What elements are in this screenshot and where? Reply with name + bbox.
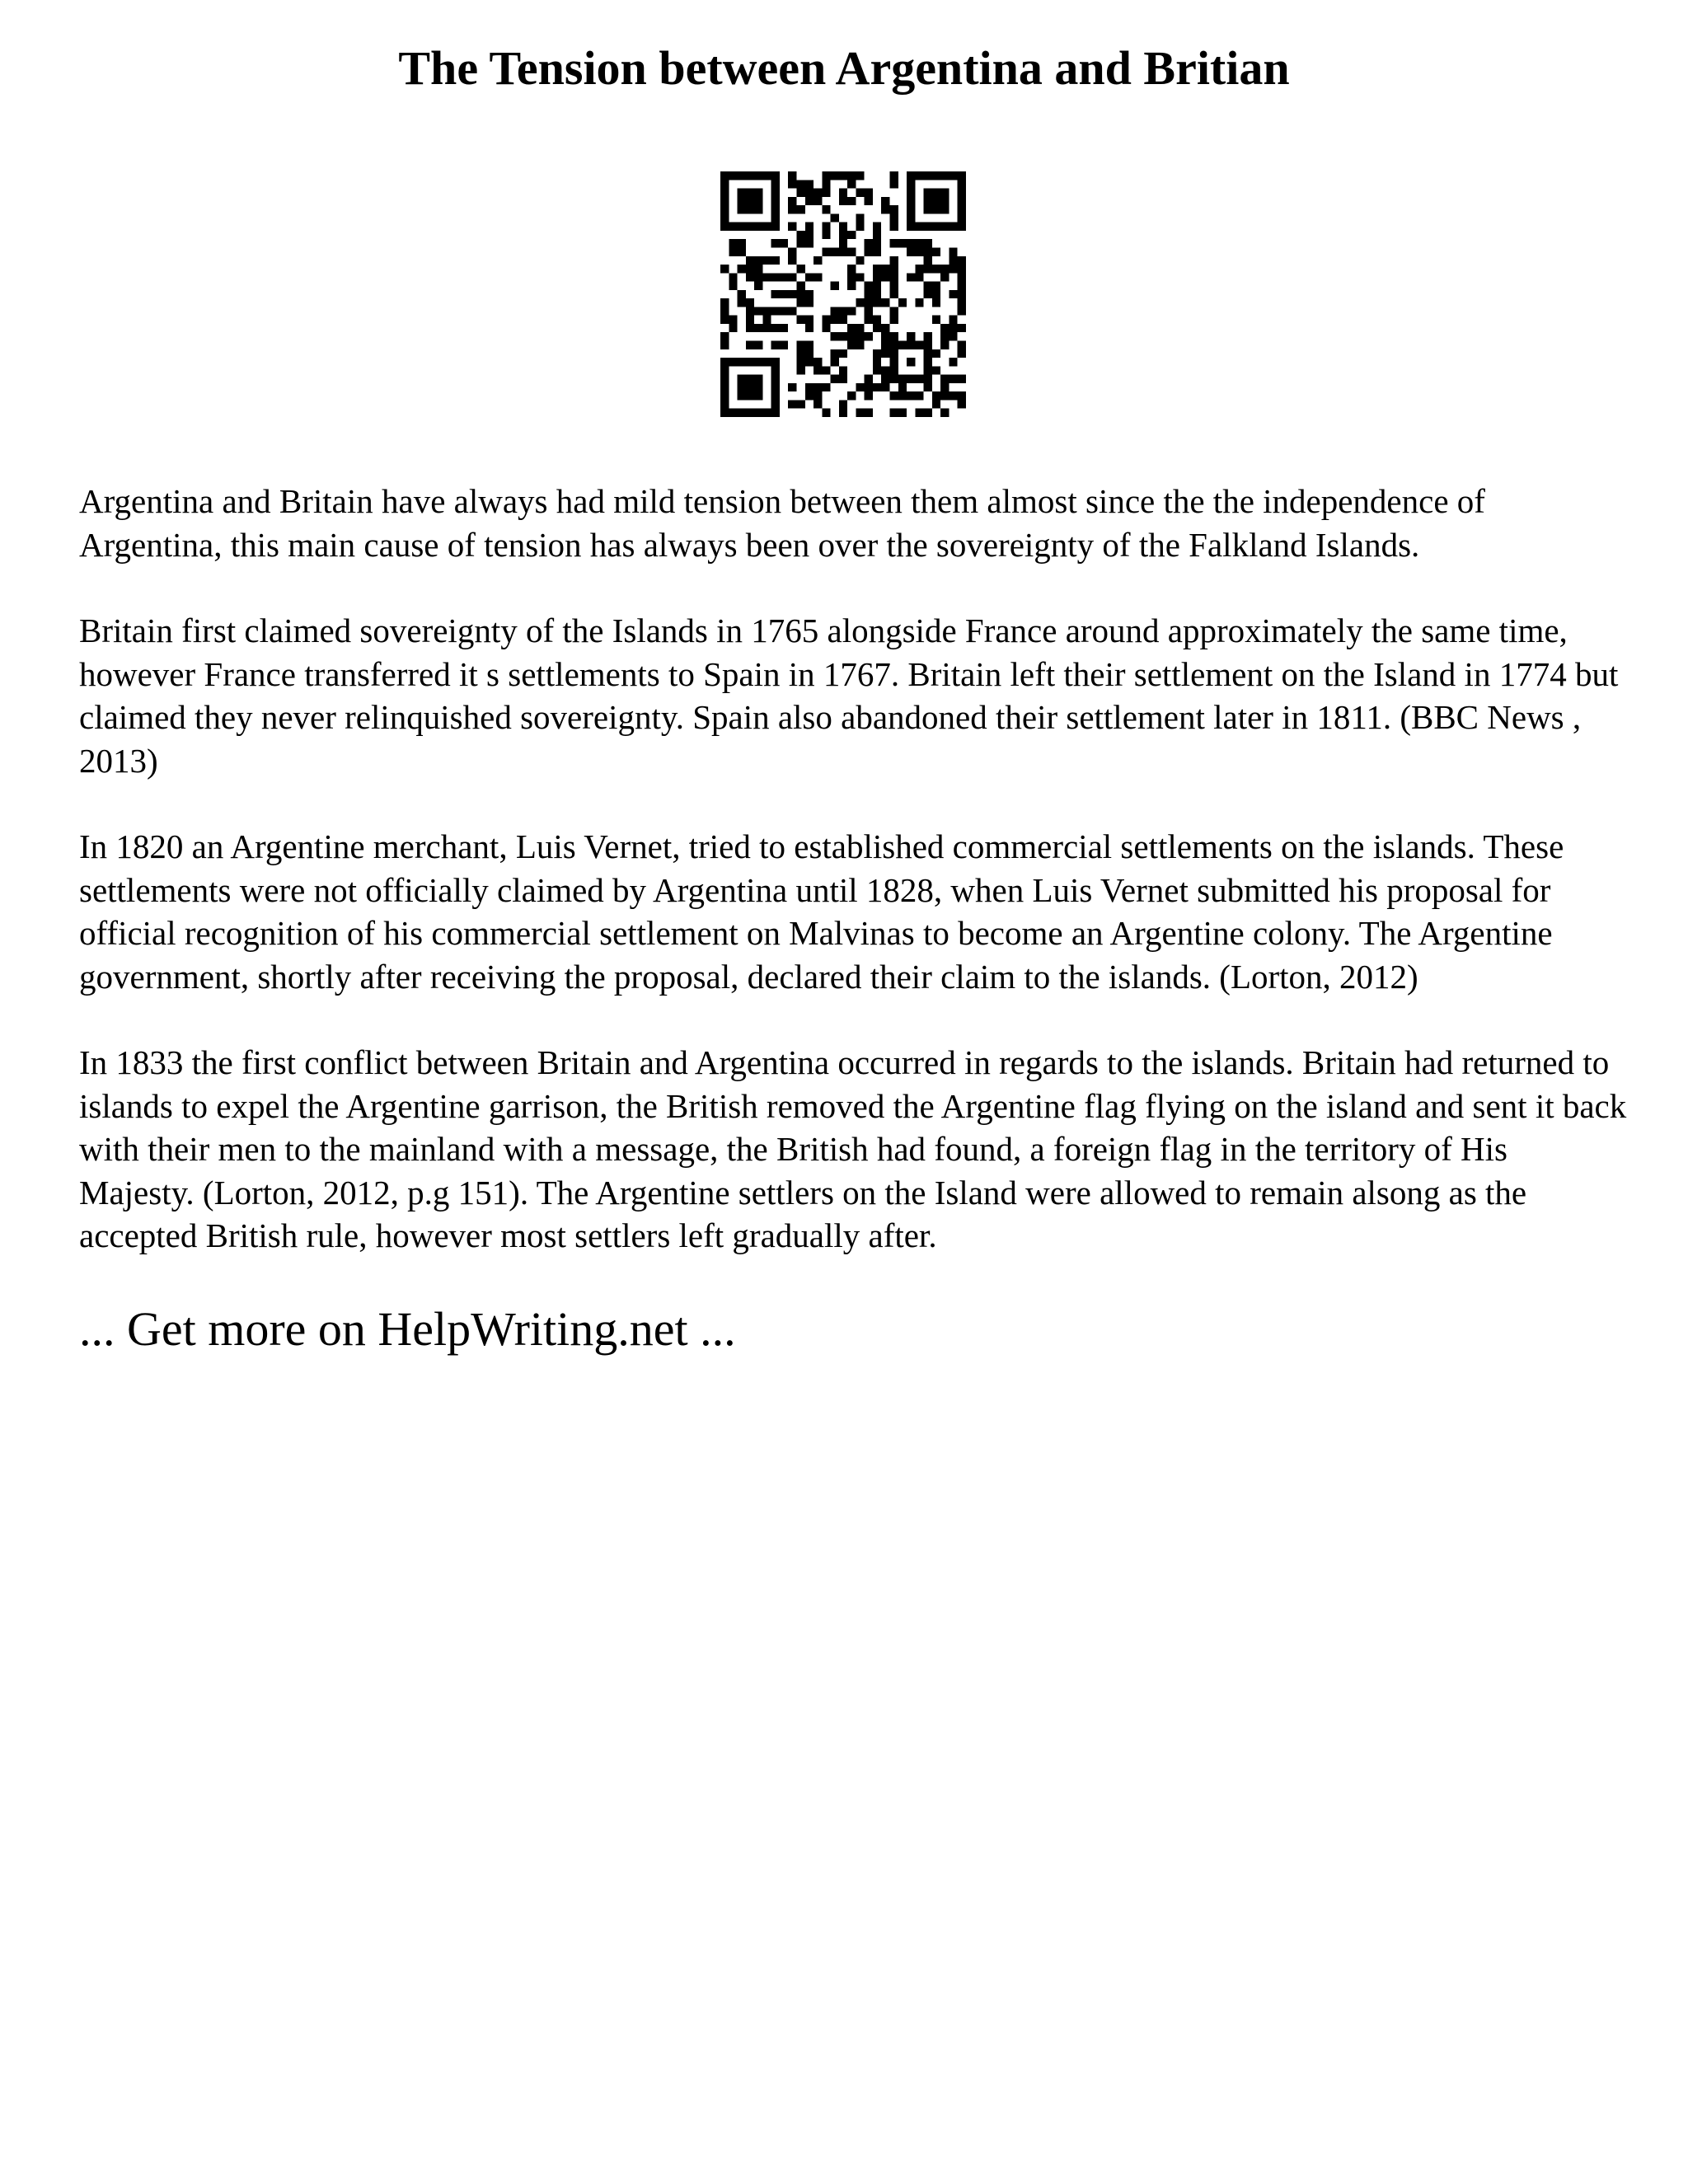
get-more-link[interactable]: ... Get more on HelpWriting.net ... xyxy=(79,1301,736,1356)
paragraph-1: Argentina and Britain have always had mild tension between them almost since the the independence of Argentina, this main cause of tension has always been over the sovereignty of the Falkland Islands. xyxy=(79,482,1485,564)
page-title: The Tension between Argentina and Britian xyxy=(398,41,1290,95)
article-body xyxy=(79,480,1629,1358)
paragraph-4: In 1833 the first conflict between Britain and Argentina occurred in regards to the islands. Britain had returned to islands to expel the Argentine garrison, the British removed the Argentine flag flying on the island and sent it back with their men to the mainland with a message, the British had found, a foreign flag in the territory of His Majesty. (Lorton, 2012, p.g 151). The Argentine settlers on the Island were allowed to remain alsong as the accepted British rule, however most settlers left gradually after. xyxy=(79,1043,1627,1254)
qr-code-icon[interactable] xyxy=(720,171,966,417)
paragraph-3: In 1820 an Argentine merchant, Luis Vernet, tried to established commercial settlements on the islands. These settlements were not officially claimed by Argentina until 1828, when Luis Vernet submitted his proposal for official recognition of his commercial settlement on Malvinas to become an Argentine colony. The Argentine government, shortly after receiving the proposal, declared their claim to the islands. (Lorton, 2012) xyxy=(79,827,1564,996)
paragraph-2: Britain first claimed sovereignty of the Islands in 1765 alongside France around approximately the same time, however France transferred it s settlements to Spain in 1767. Britain left their settlement on the Island in 1774 but claimed they never relinquished sovereignty. Spain also abandoned their settlement later in 1811. (BBC News , 2013) xyxy=(79,612,1619,780)
